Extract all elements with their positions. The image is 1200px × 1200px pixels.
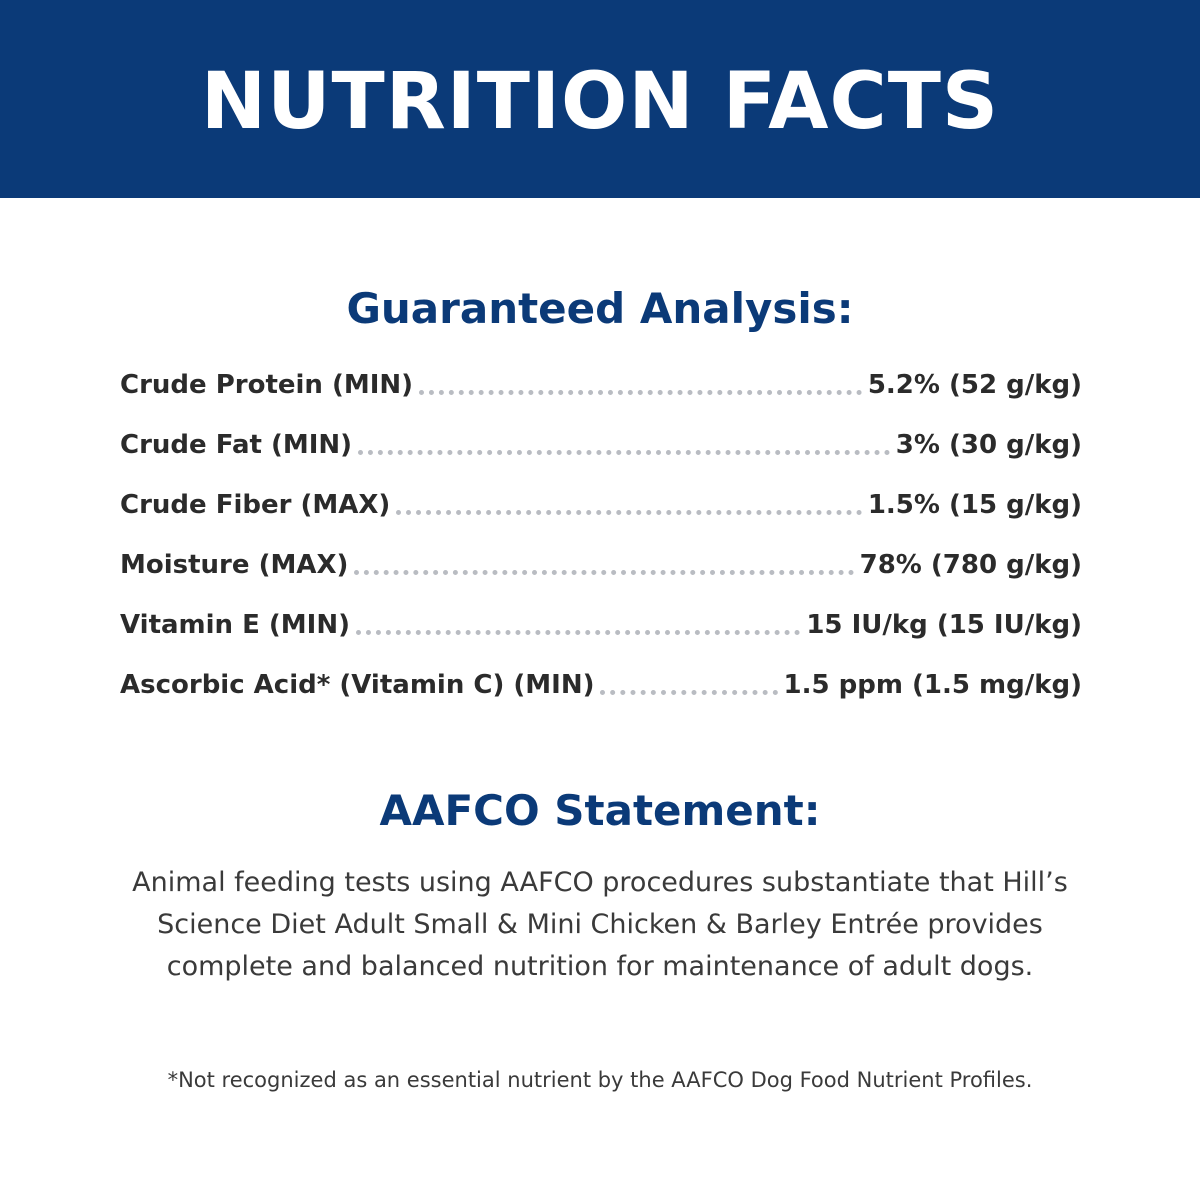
- analysis-row-ascorbic-acid: [120, 670, 1082, 730]
- analysis-label: Ascorbic Acid* (Vitamin C) (MIN): [120, 670, 595, 700]
- analysis-value: 15 IU/kg (15 IU/kg): [806, 610, 1082, 640]
- guaranteed-analysis-heading: Guaranteed Analysis:: [346, 284, 854, 333]
- dot-leader: [354, 550, 853, 575]
- dot-leader: [358, 430, 890, 455]
- guaranteed-analysis-list: [120, 370, 1082, 730]
- analysis-value: 5.2% (52 g/kg): [867, 370, 1082, 400]
- analysis-label: Crude Fat (MIN): [120, 430, 353, 460]
- aafco-statement-line: Science Diet Adult Small & Mini Chicken & Barley Entrée provides: [157, 909, 1043, 940]
- aafco-statement-line: complete and balanced nutrition for maintenance of adult dogs.: [166, 951, 1034, 982]
- footnote: *Not recognized as an essential nutrient by the AAFCO Dog Food Nutrient Profiles.: [167, 1068, 1033, 1092]
- analysis-label: Vitamin E (MIN): [120, 610, 351, 640]
- analysis-value: 78% (780 g/kg): [859, 550, 1082, 580]
- dot-leader: [419, 370, 862, 395]
- analysis-row-vitamin-e: [120, 610, 1082, 670]
- analysis-value: 1.5% (15 g/kg): [867, 490, 1082, 520]
- page-title: NUTRITION FACTS: [200, 57, 1000, 147]
- dot-leader: [600, 670, 777, 695]
- dot-leader: [356, 610, 800, 635]
- header-banner: [0, 0, 1200, 198]
- analysis-row-crude-fat: [120, 430, 1082, 490]
- aafco-statement-heading: AAFCO Statement:: [379, 786, 821, 835]
- dot-leader: [396, 490, 862, 515]
- analysis-label: Moisture (MAX): [120, 550, 349, 580]
- aafco-statement-line: Animal feeding tests using AAFCO procedures substantiate that Hill’s: [132, 867, 1068, 898]
- analysis-row-moisture: [120, 550, 1082, 610]
- analysis-label: Crude Protein (MIN): [120, 370, 414, 400]
- aafco-statement-text: [80, 862, 1120, 988]
- analysis-value: 3% (30 g/kg): [895, 430, 1082, 460]
- analysis-row-crude-protein: [120, 370, 1082, 430]
- analysis-row-crude-fiber: [120, 490, 1082, 550]
- analysis-value: 1.5 ppm (1.5 mg/kg): [783, 670, 1082, 700]
- analysis-label: Crude Fiber (MAX): [120, 490, 391, 520]
